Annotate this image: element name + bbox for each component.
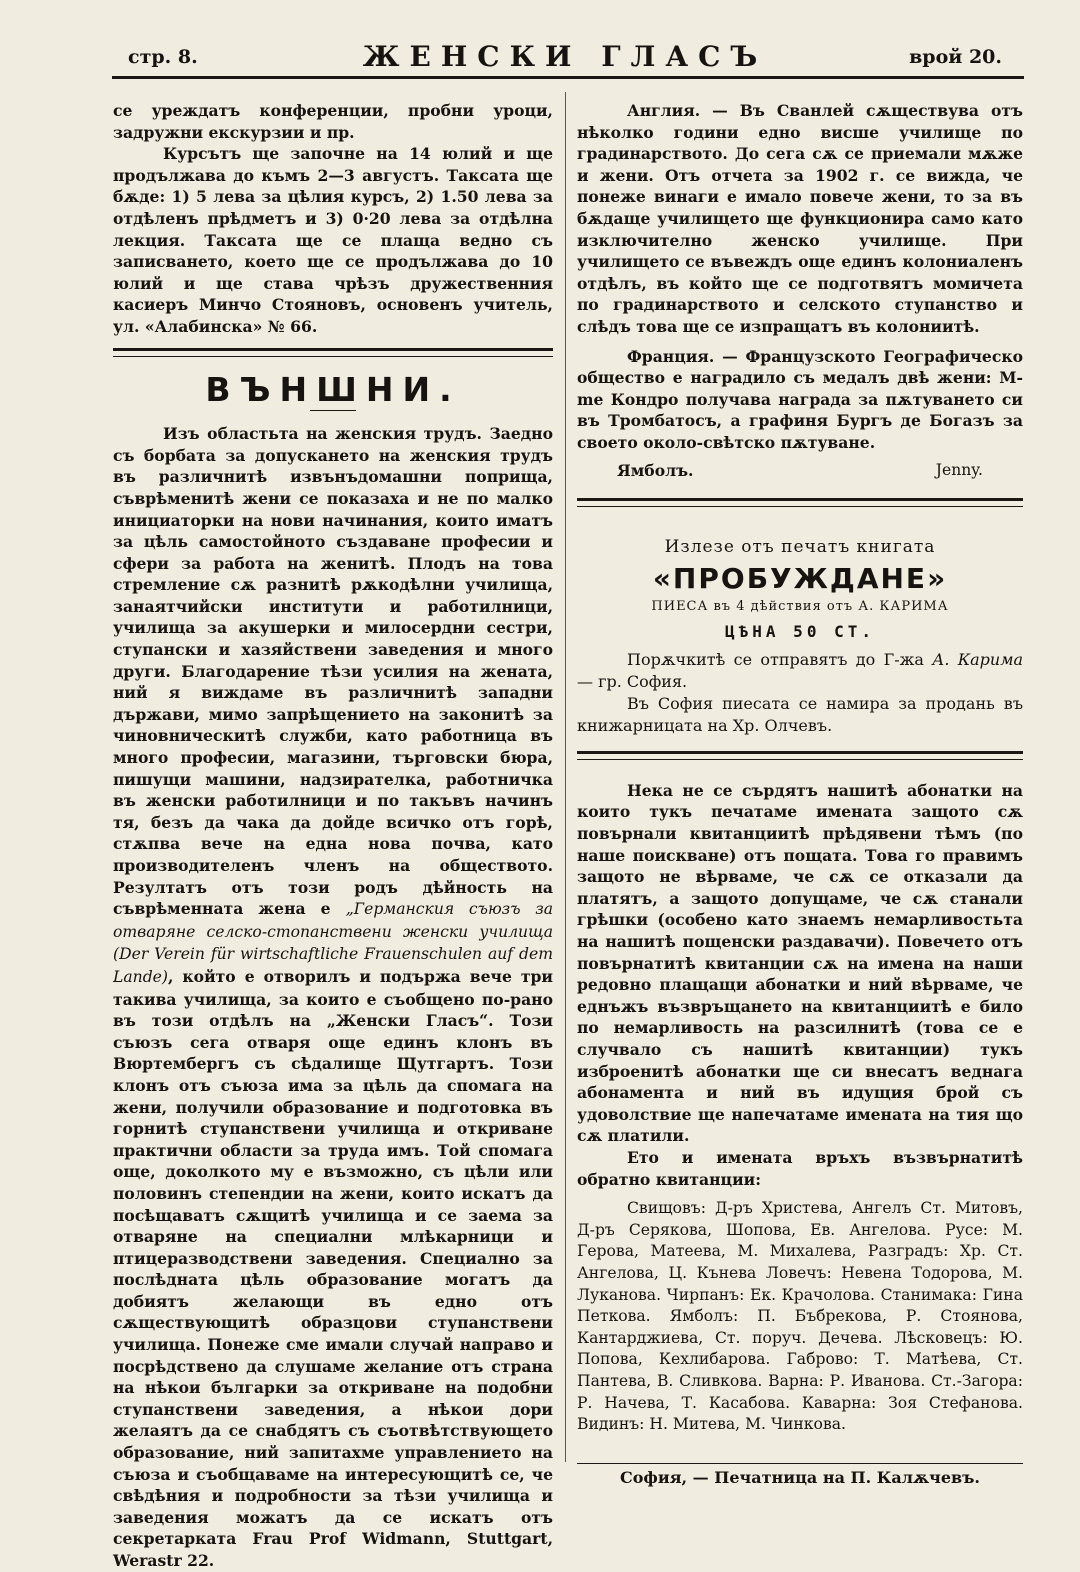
france-paragraph xyxy=(577,346,1023,454)
france-text: — Французското Географическо общество е наградило съ медалъ двѣ жени: M-me Кондро получава награда за пѫтуването си въ Тромбатосъ, а графиня Бургъ де Богазъ за своето около-свѣтско пѫтуване. xyxy=(577,346,1023,452)
column-separator xyxy=(565,92,566,1462)
england-lead: Англия. xyxy=(627,101,701,120)
page-number: стр. 8. xyxy=(128,46,198,68)
signature-place: Ямболъ. xyxy=(617,460,694,480)
subscribers-notice: Нека не се сърдятъ нашитѣ абонатки на които тукъ печатаме имената защото сѫ повърнали квитанциитѣ прѣдявени тѣмъ (по наше поискване) отъ пощата. Това го правимъ защото не вѣрваме, че сѫ се отказали да платятъ, а защото допущаме, че сѫ станали грѣшки (особено като знаемъ немарливостьта на нашитѣ пощенски раздавачи). Повечето отъ повърнатитѣ квитанции сѫ на имена на наши редовно плащащи абонатки и ний вѣрваме, че еднъжъ възвръщането на квитанциитѣ е било по немарливость на разсилнитѣ (това се е случвало съ нашитѣ квитанции) тукъ изброенитѣ абонатки ще си внесатъ веднага абонамента и ний въ идущия брой съ удоволствие ще напечатаме имената на тия що сѫ платили. xyxy=(577,780,1023,1146)
france-lead: Франция. xyxy=(627,346,715,366)
signature-name: Jenny. xyxy=(935,460,983,479)
issue-number: врой 20. xyxy=(909,46,1002,68)
course-paragraph-1: се уреждатъ конференции, пробни уроци, задружни екскурзии и пр. xyxy=(113,101,553,142)
newspaper-title: ЖЕНСКИ ГЛАСЪ xyxy=(362,40,768,73)
orders-text-pre: Порѫчкитѣ се отправятъ до Г-жа xyxy=(627,649,933,669)
signature-row xyxy=(577,460,1023,484)
announcement-rule-bottom xyxy=(577,751,1023,760)
course-paragraph-2: Курсътъ ще започне на 14 юлий и ще продължава до къмъ 2—3 августъ. Таксата ще бѫде: 1) 5 лева за цѣлия курсъ, 2) 1.50 лева за отдѣленъ прѣдметъ и 3) 0·20 лева за отдѣлна лекция. Таксата ще се плаща ведно съ записването, което ще се продължава до 10 юлий и ще става чрѣзъ дружественния касиеръ Минчо Стояновъ, основенъ учитель, ул. «Алабинска» № 66. xyxy=(113,144,553,336)
orders-author-name: А. Карима xyxy=(932,649,1024,669)
page-header xyxy=(128,36,1002,73)
names-intro: Ето и имената връхъ възвърнатитѣ обратно квитанции: xyxy=(577,1147,1023,1189)
orders-text-post: — гр. София. xyxy=(577,671,688,691)
announcement-price: ЦѢНА 50 СТ. xyxy=(725,622,875,642)
header-rule xyxy=(112,76,1024,79)
article-text-1: Заедно съ борбата за допускането на женския трудъ въ различнитѣ извънъдомашни поприща, съврѣменитѣ жени се показаха и не по малко инициаторки на нови начинания, които иматъ за цѣль самостойното създаване професии и сфери за работа на женитѣ. Плодъ на това стремление сѫ разнитѣ рѫкодѣлни училища, занаятчийски институти и работилници, училища за акушерки и милосердни сестри, ступански и хазяйствени заведения и много други. Благодарение тѣзи усилия на жената, ний я виждаме въ различнитѣ западни държави, мимо запрѣщението на законитѣ за чиновническитѣ служби, като работница въ много професии, магазини, търговски бюра, пишущи машини, надзирателка, работничка въ женски работилници и по такъвъ начинъ тя, безъ да чака да дойде всичко отъ горѣ, стѫпва вече на една нова почва, като производителенъ членъ на обществото. Резултатъ отъ този родъ дѣйность на съврѣменната жена е xyxy=(113,424,553,919)
section-rule xyxy=(113,348,553,357)
announcement-intro: Излезе отъ печатъ книгата xyxy=(664,536,936,557)
announcement-sofia: Въ София пиесата се намира за продань въ книжарницата на Хр. Олчевъ. xyxy=(577,693,1023,735)
printer-imprint: София, — Печатница на П. Калѫчевъ. xyxy=(577,1463,1023,1487)
article-women-labor xyxy=(113,423,553,1571)
names-list: Свищовъ: Д-ръ Христева, Ангелъ Ст. Митовъ, Д-ръ Серякова, Шопова, Ев. Ангелова. Русе: М. Герова, Матеева, М. Михалева, Разградъ: Хр. Ст. Ангелова, Ц. Кънева Ловечъ: Невена Тодорова, М. Луканова. Чирпанъ: Ек. Крачолова. Станимака: Гина Петкова. Ямболъ: П. Бъбрекова, Р. Стоянова, Кантарджиева, Ст. поруч. Дечева. Лѣсковецъ: Ю. Попова, Кехлибарова. Габрово: Т. Матѣева, Ст. Пантева, В. Сливкова. Варна: Р. Иванова. Ст.-Загора: Р. Начева, Т. Касабова. Каварна: Зоя Стефанова. Видинъ: Н. Митева, М. Чинкова. xyxy=(577,1199,1023,1434)
left-column xyxy=(113,100,553,1572)
article-society-name: „Германския съюзъ за отваряне селско-стопанствени женски училища (Der Verein für wirtschaftliche Frauenschulen auf dem Lande) xyxy=(113,900,553,986)
announcement-orders xyxy=(577,649,1023,693)
article-lead: Изъ областьта на женския трудъ. xyxy=(163,424,482,444)
announcement-subtitle: ПИЕСА въ 4 дѣйствия отъ А. КАРИМА xyxy=(651,598,949,614)
article-text-2: , който е отворилъ и подържа вече три такива училища, за които е съобщено по-рано въ този отдѣлъ на „Женски Гласъ“. Този съюзъ сега отваря още единъ клонъ въ Вюртембергъ съ сѣдалище Щутгартъ. Този клонъ отъ съюза има за цѣль да спомага на жени, получили образование и подготовка въ горнитѣ ступанствени училища и откриване практични области за труда имъ. Той спомага още, доколкото му е възможно, съ цѣли или половинъ степендии на жени, които искатъ да посѣщаватъ сѫщитѣ училища и се заема за отваряне на специални млѣкарници и птицеразводствени заведения. Специално за послѣдната цѣль образование могатъ да добиятъ желающи въ едно отъ сѫществующитѣ образцови ступанствени училища. Понеже сме имали случай направо и посрѣдствено да слушаме желание отъ страна на нѣкои българки за откриване на подобни ступанствени заведения, а нѣкои дори желаятъ да се снабдятъ съ съотвѣтствующето образование, ний запитахме управлението на съюза и съобщаваме на интересующитѣ се, че свѣдѣния и подробности за тѣзи училища и заведения можатъ да се искатъ отъ секретарката Frau Prof Widmann, Stuttgart, Werastr 22. xyxy=(113,966,553,1570)
england-text: — Въ Сванлей сѫществува отъ нѣколко години едно висше училище по градинарството. До сега сѫ се приемали мѫже и жени. Отъ отчета за 1902 г. се вижда, че понеже винаги е имало повече жени, то за въ бѫдаще училището ще функционира само като изключително женско училище. При училището се въвеждъ още единъ колониаленъ отдѣлъ, въ който ще се подготвятъ момичета по градинарството и селското ступанство и слѣдъ това ще се изпращатъ въ колониитѣ. xyxy=(577,101,1023,336)
announcement-rule-top xyxy=(577,498,1023,507)
announcement-book-title: «ПРОБУЖДАНЕ» xyxy=(652,562,948,596)
right-column xyxy=(577,100,1023,1436)
england-paragraph xyxy=(577,100,1023,338)
section-title-foreign: ВЪНШНИ. xyxy=(205,369,461,409)
